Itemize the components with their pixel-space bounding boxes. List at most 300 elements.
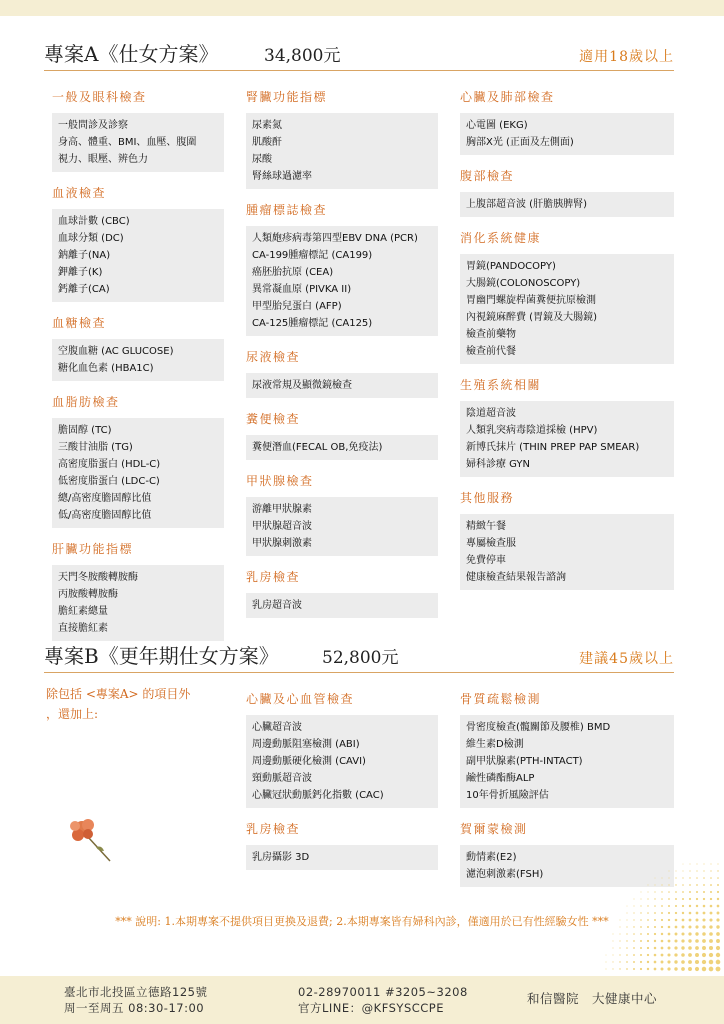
decorative-dot <box>675 919 678 922</box>
plan-a-price: 34,800元 <box>264 46 341 66</box>
decorative-dot <box>676 871 677 872</box>
decorative-dot <box>710 863 711 864</box>
decorative-dot <box>688 953 692 957</box>
decorative-dot <box>647 961 649 963</box>
decorative-dot <box>702 946 706 950</box>
plan-a-age: 適用18歲以上 <box>579 49 674 65</box>
decorative-dot <box>681 953 685 957</box>
decorative-dot <box>668 919 670 921</box>
decorative-dot <box>661 898 663 900</box>
decorative-dot <box>619 926 620 927</box>
decorative-dot <box>717 891 719 893</box>
decorative-dot <box>689 919 692 922</box>
section-title: 賀爾蒙檢測 <box>460 822 528 836</box>
decorative-dot <box>626 947 628 949</box>
section-item-list <box>246 226 438 336</box>
decorative-dot <box>606 955 607 956</box>
list-item: CA-125腫瘤標記 (CA125) <box>252 318 373 329</box>
decorative-dot <box>675 877 676 878</box>
section-item-list <box>52 565 224 641</box>
decorative-dot <box>633 961 635 963</box>
top-band <box>0 0 724 16</box>
decorative-dot <box>702 925 705 928</box>
decorative-dot <box>710 891 712 893</box>
list-item: 糞便潛血(FECAL OB,免疫法) <box>252 442 383 453</box>
decorative-dot <box>695 932 698 935</box>
section-title: 血液檢查 <box>52 186 107 200</box>
decorative-dot <box>627 906 628 907</box>
list-item: 免費停車 <box>466 555 506 566</box>
decorative-dot <box>661 961 664 964</box>
decorative-dot <box>681 960 685 964</box>
decorative-dot <box>703 898 705 900</box>
decorative-dot <box>682 919 685 922</box>
decorative-dot <box>654 926 656 928</box>
decorative-dot <box>681 967 685 971</box>
decorative-dot <box>716 939 720 943</box>
list-item: 婦科診療 GYN <box>466 459 531 470</box>
list-item: 空腹血糖 (AC GLUCOSE) <box>58 346 174 357</box>
decorative-dot <box>689 891 691 893</box>
plan-b-intro <box>46 684 226 724</box>
list-item: 癌胚胎抗原 (CEA) <box>252 267 334 278</box>
decorative-dot <box>695 960 699 964</box>
list-item: 尿液常規及顯微鏡檢查 <box>252 380 352 391</box>
list-item: 肌酸酐 <box>252 137 282 148</box>
decorative-dot <box>640 968 642 970</box>
decorative-dot <box>703 884 705 886</box>
list-item: 膽紅素總量 <box>58 606 108 617</box>
section-title: 腎臟功能指標 <box>246 90 328 104</box>
decorative-dot <box>682 870 683 871</box>
decorative-dot <box>633 933 635 935</box>
decorative-dot <box>696 898 698 900</box>
decorative-dot <box>640 954 642 956</box>
list-item: 尿酸 <box>252 154 272 165</box>
section-title: 生殖系統相關 <box>460 378 542 392</box>
decorative-dot <box>613 934 614 935</box>
decorative-dot <box>709 953 713 957</box>
list-item: 人類乳突病毒陰道採檢 (HPV) <box>466 425 598 436</box>
plan-b-age: 建議45歲以上 <box>579 651 674 667</box>
decorative-dot <box>647 947 649 949</box>
decorative-dot <box>689 905 691 907</box>
decorative-dot <box>661 947 664 950</box>
decorative-dot <box>674 946 677 949</box>
decorative-dot <box>710 877 712 879</box>
decorative-dot <box>696 905 698 907</box>
decorative-dot <box>667 960 670 963</box>
section-item-list <box>52 418 224 528</box>
decorative-dot <box>606 962 607 963</box>
plan-b-title: 專案B《更年期仕女方案》 <box>44 644 279 668</box>
plan-b-price: 52,800元 <box>322 648 399 668</box>
decorative-dot <box>668 905 670 907</box>
decorative-dot <box>716 967 721 972</box>
decorative-dot <box>710 870 711 871</box>
section-item-list <box>246 113 438 189</box>
decorative-dot <box>703 863 704 864</box>
decorative-dot <box>661 891 662 892</box>
decorative-dot <box>695 925 698 928</box>
decorative-dot <box>716 946 720 950</box>
decorative-dot <box>654 954 657 957</box>
decorative-dot <box>647 919 649 921</box>
list-item: 甲狀腺刺激素 <box>252 538 312 549</box>
decorative-dot <box>647 905 648 906</box>
section-item-list <box>460 192 674 217</box>
decorative-dot <box>661 933 663 935</box>
section-item-list <box>460 254 674 364</box>
decorative-dot <box>654 891 655 892</box>
decorative-dot <box>668 940 671 943</box>
list-item: 10年骨折風險評估 <box>466 790 549 801</box>
list-item: 心臟超音波 <box>252 722 302 733</box>
section-item-list <box>52 209 224 302</box>
plan-b-column-2 <box>246 690 438 882</box>
section-title: 尿液檢查 <box>246 350 301 364</box>
decorative-dot <box>709 925 712 928</box>
decorative-dot <box>709 939 713 943</box>
plan-a-column-1 <box>52 88 224 653</box>
decorative-dot <box>689 877 690 878</box>
decorative-dot <box>661 968 664 971</box>
list-item: 濾泡刺激素(FSH) <box>466 869 544 880</box>
decorative-dots <box>574 860 724 976</box>
decorative-dot <box>662 878 663 879</box>
decorative-dot <box>696 863 697 864</box>
decorative-dot <box>690 864 691 865</box>
decorative-dot <box>654 905 656 907</box>
decorative-dot <box>710 898 712 900</box>
decorative-dot <box>668 877 669 878</box>
decorative-dot <box>669 871 670 872</box>
decorative-dot <box>688 946 692 950</box>
decorative-dot <box>709 932 713 936</box>
decorative-dot <box>626 940 627 941</box>
decorative-dot <box>710 905 713 908</box>
decorative-dot <box>633 947 635 949</box>
decorative-dot <box>702 967 706 971</box>
decorative-dot <box>640 940 642 942</box>
decorative-dot <box>620 920 621 921</box>
footer-line: 官方LINE：@KFSYSCCPE <box>298 1001 445 1015</box>
plan-b-intro-line2: ，還加上: <box>46 707 99 721</box>
decorative-dot <box>619 947 620 948</box>
decorative-dot <box>696 884 698 886</box>
list-item: 鈉離子(NA) <box>58 250 111 261</box>
list-item: 大腸鏡(COLONOSCOPY) <box>466 278 581 289</box>
decorative-dot <box>710 884 712 886</box>
list-item: 上腹部超音波 (肝膽胰脾腎) <box>466 199 587 210</box>
decorative-dot <box>640 919 642 921</box>
decorative-dot <box>627 913 628 914</box>
decorative-dot <box>647 968 649 970</box>
section-title: 血脂肪檢查 <box>52 395 120 409</box>
section-title: 腹部檢查 <box>460 169 515 183</box>
decorative-dot <box>619 961 620 962</box>
decorative-dot <box>688 932 691 935</box>
decorative-dot <box>709 946 713 950</box>
decorative-dot <box>626 926 627 927</box>
list-item: 胃幽門螺旋桿菌糞便抗原檢測 <box>466 295 596 306</box>
decorative-dot <box>717 870 718 871</box>
decorative-dot <box>647 940 649 942</box>
decorative-dot <box>640 905 641 906</box>
list-item: 天門冬胺酸轉胺酶 <box>58 572 138 583</box>
decorative-dot <box>695 967 699 971</box>
decorative-dot <box>702 960 706 964</box>
decorative-dot <box>710 912 713 915</box>
decorative-dot <box>683 864 684 865</box>
decorative-dot <box>702 918 705 921</box>
decorative-dot <box>675 884 676 885</box>
decorative-dot <box>633 968 635 970</box>
decorative-dot <box>682 926 685 929</box>
decorative-dot <box>674 960 677 963</box>
decorative-dot <box>703 891 705 893</box>
section-title: 心臟及心血管檢查 <box>246 692 355 706</box>
decorative-dot <box>695 946 699 950</box>
decorative-dot <box>661 912 663 914</box>
decorative-dot <box>633 912 634 913</box>
decorative-dot <box>668 912 670 914</box>
plan-a-column-2 <box>246 88 438 630</box>
decorative-dot <box>696 877 698 879</box>
section-title: 血糖檢查 <box>52 316 107 330</box>
decorative-dot <box>717 912 720 915</box>
section-item-list <box>460 715 674 808</box>
decorative-dot <box>667 953 670 956</box>
decorative-dot <box>689 884 691 886</box>
decorative-dot <box>675 912 677 914</box>
decorative-dot <box>674 967 677 970</box>
section-item-list <box>460 113 674 155</box>
plan-b-intro-line1: 除包括 <專案A> 的項目外 <box>46 687 191 701</box>
decorative-dot <box>647 891 648 892</box>
decorative-dot <box>668 947 671 950</box>
decorative-dot <box>626 968 628 970</box>
footer <box>0 976 724 1024</box>
decorative-dot <box>613 941 614 942</box>
decorative-dot <box>640 898 641 899</box>
list-item: 心電圖 (EKG) <box>466 120 528 131</box>
decorative-dot <box>682 898 684 900</box>
footer-phone: 02-28970011 #3205~3208 <box>298 985 468 999</box>
section-title: 心臟及肺部檢查 <box>460 90 555 104</box>
decorative-dot <box>688 960 692 964</box>
decorative-dot <box>648 885 649 886</box>
section-item-list <box>246 845 438 870</box>
decorative-dot <box>688 939 691 942</box>
decorative-dot <box>696 919 699 922</box>
list-item: 腎絲球過濾率 <box>252 171 312 182</box>
list-item: 心臟冠狀動脈鈣化指數 (CAC) <box>252 790 384 801</box>
plan-a-title: 專案A《仕女方案》 <box>44 42 219 66</box>
decorative-dot <box>709 918 712 921</box>
decorative-dot <box>675 898 677 900</box>
decorative-dot <box>682 884 684 886</box>
decorative-dot <box>668 926 671 929</box>
decorative-dot <box>619 940 620 941</box>
section-item-list <box>246 593 438 618</box>
list-item: 直接膽紅素 <box>58 623 108 634</box>
decorative-dot <box>716 932 720 936</box>
decorative-dot <box>640 933 642 935</box>
carnation-flower-icon <box>66 815 118 865</box>
decorative-dot <box>703 877 705 879</box>
decorative-dot <box>716 918 719 921</box>
decorative-dot <box>717 863 718 864</box>
decorative-dot <box>619 933 620 934</box>
list-item: 丙胺酸轉胺酶 <box>58 589 118 600</box>
decorative-dot <box>633 919 634 920</box>
list-item: 身高、體重、BMI、血壓、腹圍 <box>58 137 197 148</box>
list-item: 異常凝血原 (PIVKA II) <box>252 284 352 295</box>
decorative-dot <box>717 877 719 879</box>
decorative-dot <box>717 905 720 908</box>
decorative-dot <box>654 961 657 964</box>
decorative-dot <box>716 925 719 928</box>
decorative-dot <box>681 946 684 949</box>
section-item-list <box>52 339 224 381</box>
decorative-dot <box>702 953 706 957</box>
section-item-list <box>460 401 674 477</box>
list-item: 血球分類 (DC) <box>58 233 124 244</box>
list-item: 高密度脂蛋白 (HDL-C) <box>58 459 161 470</box>
list-item: 陰道超音波 <box>466 408 516 419</box>
decorative-dot <box>661 926 663 928</box>
decorative-dot <box>674 953 677 956</box>
list-item: 視力、眼壓、辨色力 <box>58 154 148 165</box>
decorative-dot <box>619 954 620 955</box>
list-item: 鉀離子(K) <box>58 267 103 278</box>
section-item-list <box>246 497 438 556</box>
plan-a-rule <box>44 70 674 71</box>
decorative-dot <box>674 939 677 942</box>
decorative-dot <box>654 919 656 921</box>
decorative-dot <box>626 961 628 963</box>
list-item: 動情素(E2) <box>466 852 517 863</box>
footer-hours: 周一至周五 08:30-17:00 <box>64 1001 205 1015</box>
list-item: 鈣離子(CA) <box>58 284 110 295</box>
list-item: 血球計數 (CBC) <box>58 216 130 227</box>
decorative-dot <box>633 940 635 942</box>
list-item: 精緻午餐 <box>466 521 506 532</box>
decorative-dot <box>647 933 649 935</box>
decorative-dot <box>675 891 677 893</box>
decorative-dot <box>661 940 664 943</box>
list-item: 周邊動脈硬化檢測 (CAVI) <box>252 756 366 767</box>
decorative-dot <box>716 953 720 957</box>
footnote: *** 說明: 1.本期專案不提供項目更換及退費; 2.本期專案皆有婦科內診，僅適用於已有性經驗女性 *** <box>115 915 609 928</box>
decorative-dot <box>655 878 656 879</box>
decorative-dot <box>640 912 641 913</box>
plan-a-column-3 <box>460 88 674 602</box>
section-title: 消化系統健康 <box>460 231 542 245</box>
decorative-dot <box>709 967 714 972</box>
decorative-dot <box>647 912 649 914</box>
decorative-dot <box>654 898 655 899</box>
list-item: 健康檢查結果報告諮詢 <box>466 572 566 583</box>
list-item: 胃鏡(PANDOCOPY) <box>466 261 556 272</box>
list-item: 鹼性磷酯酶ALP <box>466 773 535 784</box>
decorative-dot <box>626 933 627 934</box>
list-item: 維生素D檢測 <box>466 739 524 750</box>
decorative-dot <box>612 968 613 969</box>
section-title: 乳房檢查 <box>246 570 301 584</box>
section-item-list <box>52 113 224 172</box>
list-item: CA-199腫瘤標記 (CA199) <box>252 250 373 261</box>
list-item: 乳房超音波 <box>252 600 302 611</box>
section-title: 乳房檢查 <box>246 822 301 836</box>
decorative-dot <box>654 912 656 914</box>
list-item: 游離甲狀腺素 <box>252 504 312 515</box>
decorative-dot <box>675 926 678 929</box>
footer-address: 臺北市北投區立德路125號 <box>64 985 208 999</box>
decorative-dot <box>668 891 670 893</box>
list-item: 專屬檢查服 <box>466 538 516 549</box>
decorative-dot <box>675 905 677 907</box>
decorative-dot <box>681 932 684 935</box>
section-title: 腫瘤標誌檢查 <box>246 203 328 217</box>
list-item: 甲型胎兒蛋白 (AFP) <box>252 301 342 312</box>
decorative-dot <box>717 884 719 886</box>
decorative-dot <box>661 954 664 957</box>
list-item: 檢查前藥物 <box>466 329 516 340</box>
decorative-dot <box>703 870 704 871</box>
section-title: 其他服務 <box>460 491 515 505</box>
decorative-dot <box>640 961 642 963</box>
list-item: 一般問診及診察 <box>58 120 128 131</box>
decorative-dot <box>667 967 670 970</box>
decorative-dot <box>640 926 642 928</box>
decorative-dot <box>633 905 634 906</box>
decorative-dot <box>619 968 620 969</box>
list-item: 檢查前代餐 <box>466 346 516 357</box>
list-item: 頸動脈超音波 <box>252 773 312 784</box>
list-item: 人類皰疹病毒第四型EBV DNA (PCR) <box>252 233 418 244</box>
decorative-dot <box>681 939 684 942</box>
decorative-dot <box>640 947 642 949</box>
decorative-dot <box>689 870 690 871</box>
decorative-dot <box>682 891 684 893</box>
decorative-dot <box>682 877 683 878</box>
decorative-dot <box>668 898 670 900</box>
decorative-dot <box>661 884 662 885</box>
decorative-dot <box>702 932 706 936</box>
decorative-dot <box>641 892 642 893</box>
decorative-dot <box>689 912 692 915</box>
decorative-dot <box>703 905 706 908</box>
decorative-dot <box>668 933 671 936</box>
decorative-dot <box>612 947 613 948</box>
decorative-dot <box>633 954 635 956</box>
decorative-dot <box>647 898 648 899</box>
decorative-dot <box>626 954 628 956</box>
list-item: 尿素氮 <box>252 120 282 131</box>
decorative-dot <box>661 905 663 907</box>
list-item: 乳房攝影 3D <box>252 852 310 863</box>
list-item: 甲狀腺超音波 <box>252 521 312 532</box>
section-title: 一般及眼科檢查 <box>52 90 147 104</box>
decorative-dot <box>696 870 697 871</box>
section-title: 甲狀腺檢查 <box>246 474 314 488</box>
decorative-dot <box>689 898 691 900</box>
list-item: 骨密度檢查(髖關節及腰椎) BMD <box>466 722 611 733</box>
decorative-dot <box>634 899 635 900</box>
decorative-dot <box>654 940 656 942</box>
